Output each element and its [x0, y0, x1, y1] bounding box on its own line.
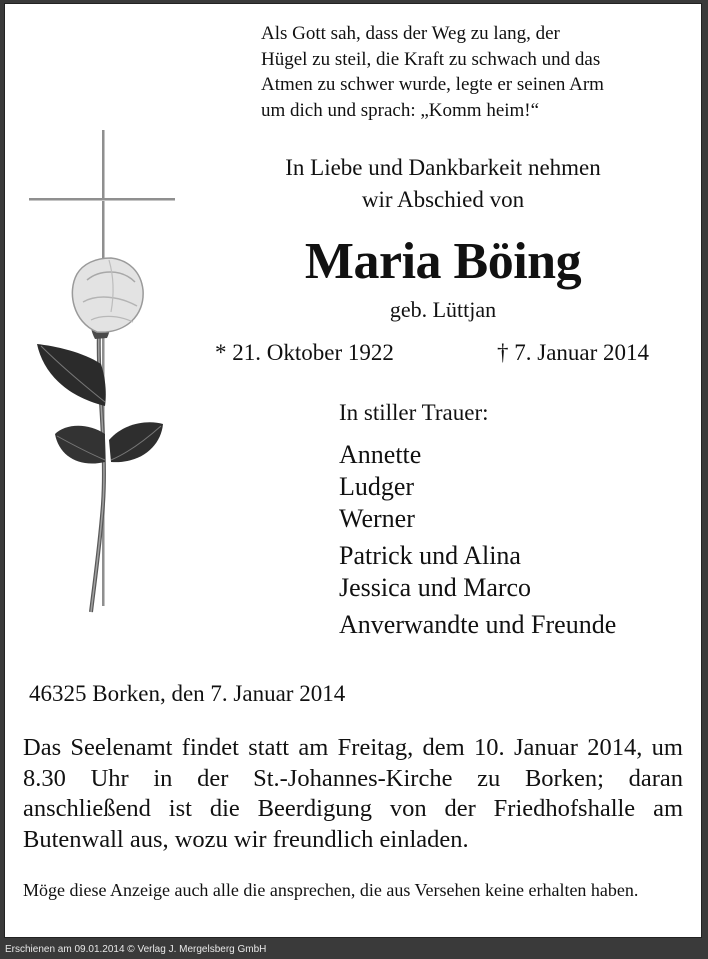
obituary-notice [4, 3, 702, 938]
intro-line-2: wir Abschied von [361, 187, 525, 212]
place-and-date: 46325 Borken, den 7. Januar 2014 [29, 681, 346, 706]
birth-date: * 21. Oktober 1922 [215, 340, 394, 365]
service-announcement: Das Seelenamt findet statt am Freitag, dem 10. Januar 2014, um 8.30 Uhr in der St.-Johannes-Kirche zu Borken; daran anschließend ist die Beerdigung von der Friedhofshalle am Butenwall aus, wozu wir freundlich einladen. [23, 734, 683, 853]
deceased-name: Maria Böing [304, 233, 582, 290]
mourner: Anverwandte und Freunde [339, 610, 617, 639]
mourning-heading: In stiller Trauer: [339, 400, 489, 425]
farewell-intro [203, 152, 683, 216]
mourner: Jessica und Marco [339, 573, 532, 602]
cross-and-rose-icon [25, 124, 185, 624]
closing-note: Möge diese Anzeige auch alle die ansprechen, die aus Versehen keine erhalten haben. [23, 880, 639, 900]
mourner-group [339, 540, 616, 604]
opening-quote [261, 21, 681, 123]
mourner: Annette [339, 440, 422, 469]
rose-icon [37, 258, 163, 612]
quote-line: Hügel zu steil, die Kraft zu schwach und das [261, 48, 601, 70]
mourner: Werner [339, 504, 415, 533]
mourner: Patrick und Alina [339, 541, 521, 570]
quote-line: um dich und sprach: „Komm heim!“ [261, 99, 540, 121]
publication-footer: Erschienen am 09.01.2014 © Verlag J. Mergelsberg GmbH [5, 944, 267, 955]
mourner-group [339, 609, 616, 641]
mourner: Ludger [339, 472, 415, 501]
intro-line-1: In Liebe und Dankbarkeit nehmen [285, 155, 601, 180]
quote-line: Als Gott sah, dass der Weg zu lang, der [261, 23, 560, 44]
mourners-list [339, 439, 616, 646]
quote-line: Atmen zu schwer wurde, legte er seinen Arm [261, 74, 604, 95]
mourner-group [339, 439, 616, 535]
maiden-name: geb. Lüttjan [389, 297, 497, 322]
death-date: † 7. Januar 2014 [497, 340, 650, 365]
